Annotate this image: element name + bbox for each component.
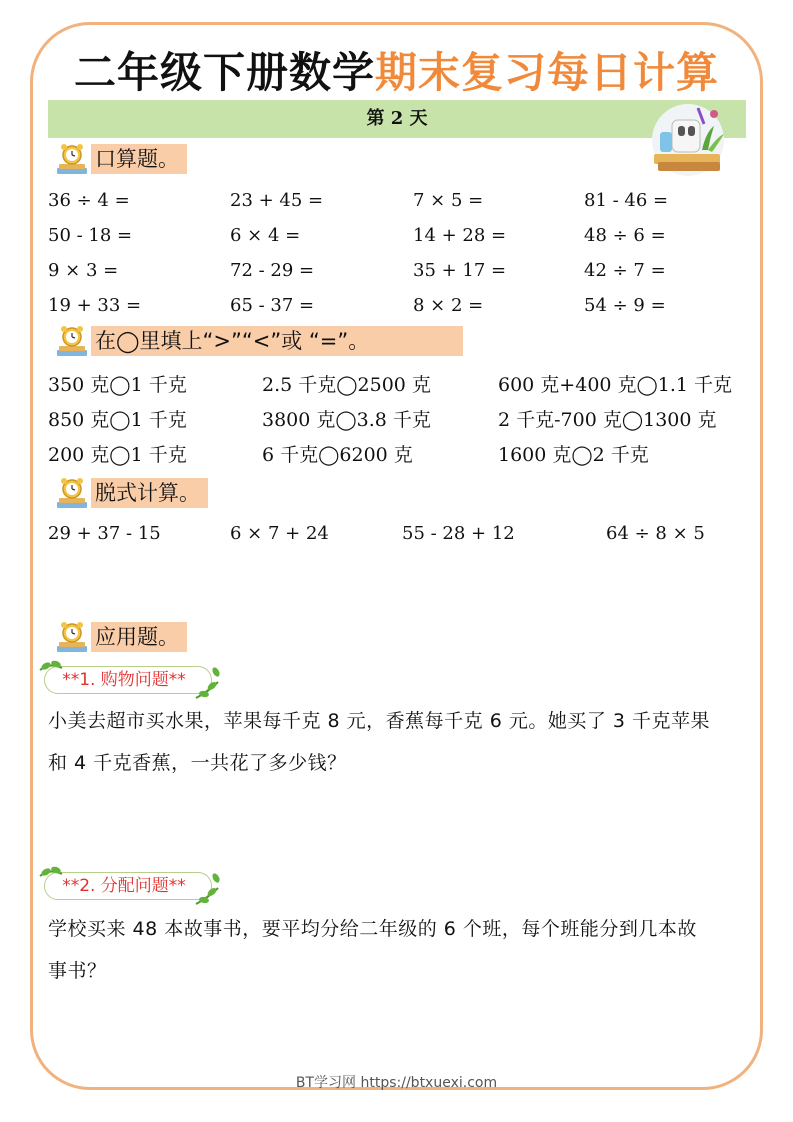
word-problem-2-tag-text: **2. 分配问题**	[62, 876, 186, 896]
section-oral-label: 口算题。	[91, 144, 187, 174]
stepwise-problem: 29 + 37 - 15	[48, 523, 161, 544]
page-title	[0, 40, 793, 100]
section-compare-label: 在◯里填上“>”“<”或 “=”。	[91, 326, 463, 356]
compare-problem: 200 克◯1 千克	[48, 444, 187, 466]
oral-problem: 19 + 33 =	[48, 295, 142, 316]
compare-problem: 350 克◯1 千克	[48, 374, 187, 396]
oral-problem: 72 - 29 =	[230, 260, 315, 281]
word-problem-1-line2: 和 4 千克香蕉，一共花了多少钱？	[48, 752, 347, 774]
alarm-clock-icon	[55, 324, 89, 358]
desk-supplies-illustration	[648, 96, 728, 178]
oral-problem: 14 + 28 =	[413, 225, 507, 246]
word-problem-2-text	[48, 908, 748, 992]
section-compare-header	[55, 324, 463, 358]
compare-problem: 2 千克-700 克◯1300 克	[498, 409, 717, 431]
word-problem-1-tag-text: **1. 购物问题**	[62, 670, 186, 690]
word-problem-1-line1: 小美去超市买水果，苹果每千克 8 元，香蕉每千克 6 元。她买了 3 千克苹果	[48, 710, 711, 732]
title-part1: 二年级下册数学	[73, 48, 375, 97]
oral-problem: 7 × 5 =	[413, 190, 484, 211]
oral-problem: 9 × 3 =	[48, 260, 119, 281]
oral-problem: 6 × 4 =	[230, 225, 301, 246]
section-word-label: 应用题。	[91, 622, 187, 652]
stepwise-problem: 6 × 7 + 24	[230, 523, 329, 544]
alarm-clock-icon	[55, 142, 89, 176]
word-problem-2-line2: 事书？	[48, 960, 107, 982]
compare-problem: 1600 克◯2 千克	[498, 444, 649, 466]
word-problem-1-tag	[36, 658, 222, 702]
word-problem-2-line1: 学校买来 48 本故事书，要平均分给二年级的 6 个班，每个班能分到几本故	[48, 918, 697, 940]
stepwise-problem: 64 ÷ 8 × 5	[606, 523, 705, 544]
compare-problem: 6 千克◯6200 克	[262, 444, 413, 466]
oral-problem: 42 ÷ 7 =	[584, 260, 666, 281]
oral-problem: 54 ÷ 9 =	[584, 295, 666, 316]
section-oral-header	[55, 142, 187, 176]
compare-problem: 850 克◯1 千克	[48, 409, 187, 431]
section-stepwise-header	[55, 476, 208, 510]
oral-problem: 36 ÷ 4 =	[48, 190, 130, 211]
stepwise-problem: 55 - 28 + 12	[402, 523, 515, 544]
oral-problem: 50 - 18 =	[48, 225, 133, 246]
oral-problem: 8 × 2 =	[413, 295, 484, 316]
word-problem-2-tag	[36, 864, 222, 908]
compare-problem: 2.5 千克◯2500 克	[262, 374, 431, 396]
alarm-clock-icon	[55, 476, 89, 510]
section-word-header	[55, 620, 187, 654]
compare-problem: 3800 克◯3.8 千克	[262, 409, 431, 431]
section-stepwise-label: 脱式计算。	[91, 478, 208, 508]
compare-problem: 600 克+400 克◯1.1 千克	[498, 374, 733, 396]
oral-problem: 48 ÷ 6 =	[584, 225, 666, 246]
oral-problem: 65 - 37 =	[230, 295, 315, 316]
title-part2: 期末复习每日计算	[375, 48, 720, 97]
footer: BT学习网 https://btxuexi.com	[295, 1075, 498, 1091]
word-problem-1-text	[48, 700, 748, 784]
day-bar: 第 2 天	[48, 100, 746, 138]
oral-problem: 23 + 45 =	[230, 190, 324, 211]
oral-problem: 81 - 46 =	[584, 190, 669, 211]
oral-problem: 35 + 17 =	[413, 260, 507, 281]
alarm-clock-icon	[55, 620, 89, 654]
